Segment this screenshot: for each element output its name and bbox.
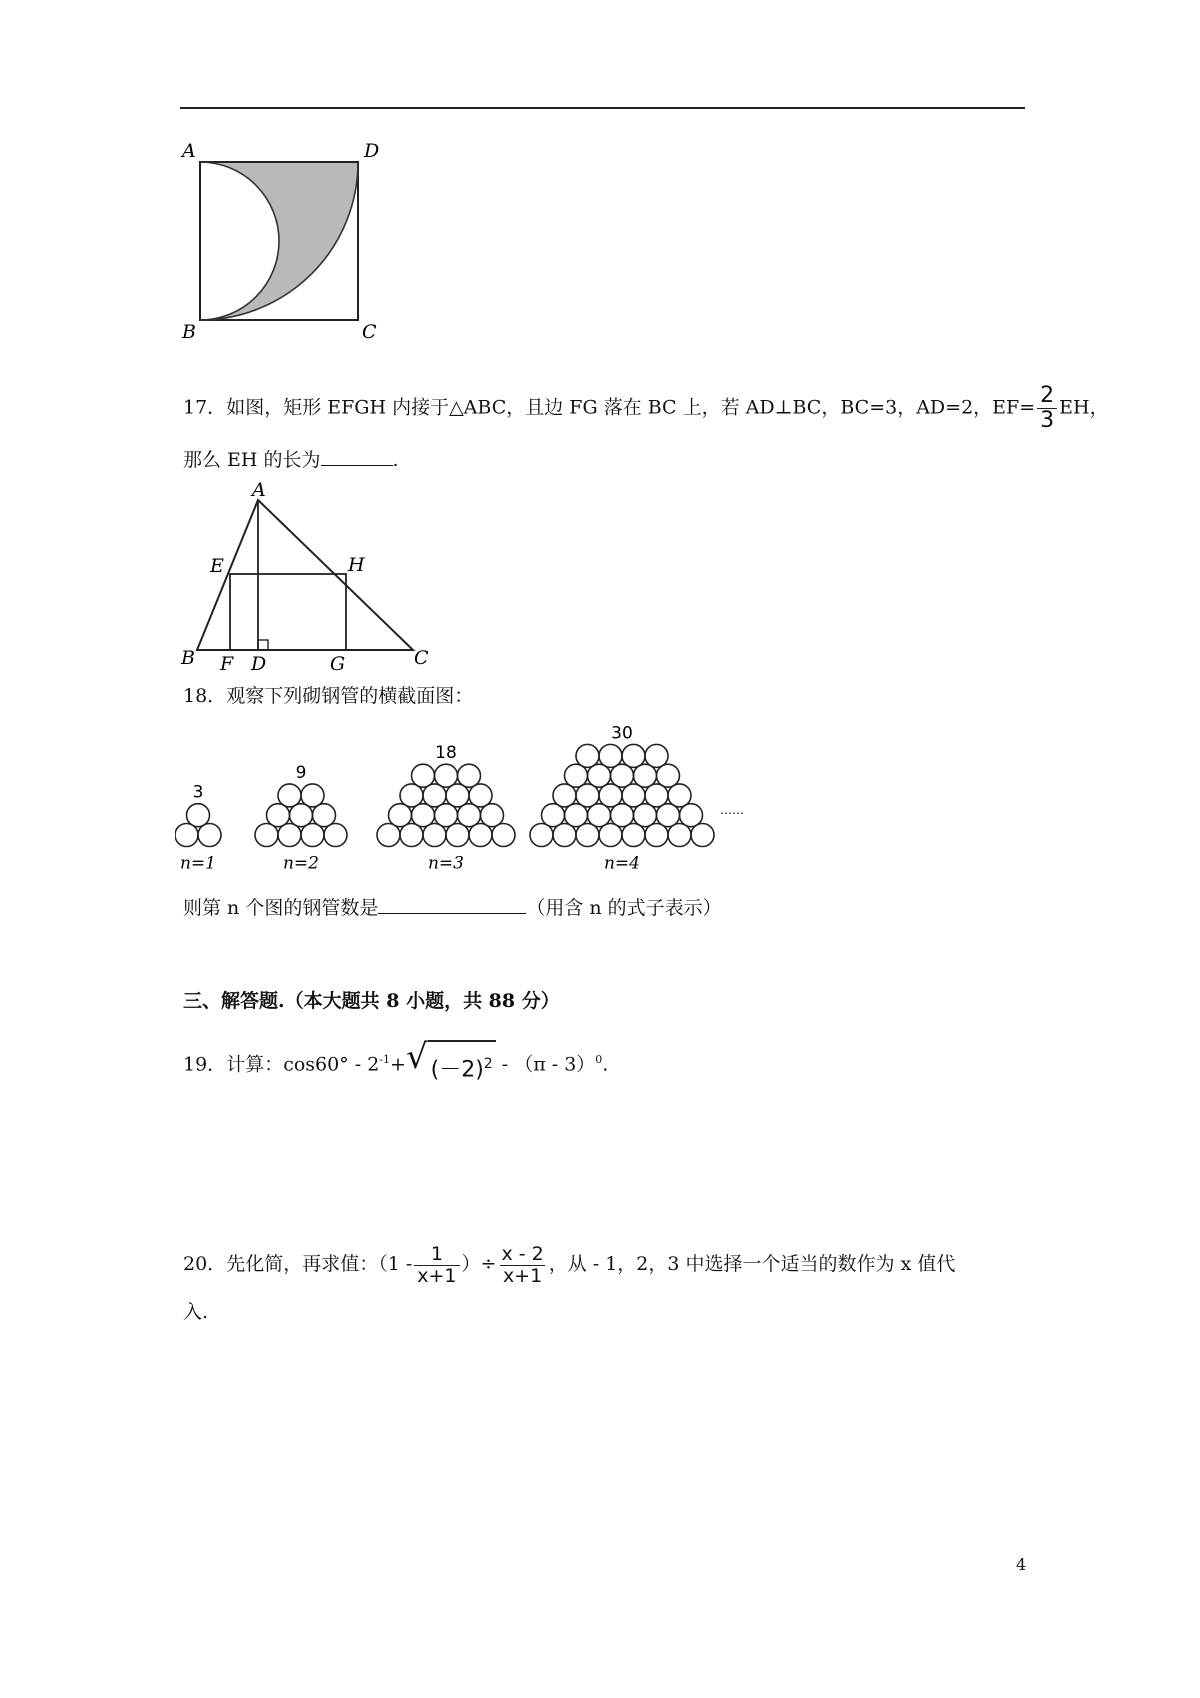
header-rule xyxy=(180,107,1025,109)
label-e: E xyxy=(210,555,224,577)
q17-text: 如图，矩形 EFGH 内接于△ABC，且边 FG 落在 BC 上，若 AD⊥BC，BC=3，AD=2，EF= xyxy=(226,396,1036,419)
square-arc-figure xyxy=(178,140,388,345)
label-a: A xyxy=(182,140,196,162)
q19-middle: - （π - 3） xyxy=(495,1053,596,1076)
q19-line xyxy=(183,1037,609,1090)
pipe-stack-2 xyxy=(255,763,347,870)
pipe-stack-3 xyxy=(377,743,515,870)
pipe-count-label: 9 xyxy=(295,762,307,783)
q17-line2 xyxy=(183,445,399,473)
q19-plus: + xyxy=(390,1053,406,1076)
pipe-n-label: n=4 xyxy=(603,853,641,870)
pipe-circle xyxy=(435,764,458,787)
pipe-stack-1 xyxy=(175,783,221,870)
pipe-circle xyxy=(645,744,668,767)
q20-line2: 入. xyxy=(183,1301,209,1323)
pipe-circle xyxy=(599,744,622,767)
rectangle-efgh xyxy=(230,574,346,650)
q17-line2-text: 那么 EH 的长为 xyxy=(183,449,321,471)
pipe-n-label: n=1 xyxy=(179,853,217,870)
label-h: H xyxy=(348,554,365,576)
pipe-stacks-figure xyxy=(175,710,795,870)
page-number: 4 xyxy=(1016,1555,1027,1574)
q20-number: 20． xyxy=(183,1253,227,1275)
label-g: G xyxy=(330,653,346,675)
pipe-circle xyxy=(187,804,210,827)
q19-number: 19． xyxy=(183,1053,227,1076)
q20-mid: ）÷ xyxy=(461,1253,497,1275)
q19-sqrt-exp: 2 xyxy=(483,1056,493,1073)
label-f: F xyxy=(220,653,234,675)
q19-sqrt xyxy=(405,1037,496,1090)
q19-sqrt-content xyxy=(428,1040,496,1090)
q18-text: 观察下列砌钢管的横截面图： xyxy=(226,685,474,707)
ellipsis: …… xyxy=(720,803,744,817)
q17-line1 xyxy=(183,384,1109,433)
label-d: D xyxy=(251,653,267,675)
q18-number: 18． xyxy=(183,685,227,707)
q20-prefix: 先化简，再求值：（1 - xyxy=(226,1253,413,1275)
q20-f2-den: x+1 xyxy=(500,1265,545,1287)
q20-fraction-2 xyxy=(498,1244,546,1287)
q17-answer-blank[interactable] xyxy=(321,445,393,466)
q19-sqrt-base: (－2) xyxy=(430,1057,484,1083)
pipe-count-label: 30 xyxy=(611,723,633,744)
label-b: B xyxy=(181,647,195,669)
q17-frac-den: 3 xyxy=(1037,408,1057,433)
q20-fraction-1 xyxy=(414,1244,459,1287)
label-c: C xyxy=(414,647,429,669)
label-d: D xyxy=(364,140,380,162)
pipe-count-label: 3 xyxy=(192,782,204,803)
q20-line1 xyxy=(183,1236,955,1292)
pipe-circle xyxy=(412,764,435,787)
q17-fraction xyxy=(1037,384,1057,433)
pipe-circle xyxy=(278,784,301,807)
q19-exp2: 0 xyxy=(595,1053,603,1066)
q20-f1-den: x+1 xyxy=(414,1265,459,1287)
q19-exp1: -1 xyxy=(379,1053,391,1066)
triangle-rectangle-figure xyxy=(178,478,433,678)
q20-f1-num: 1 xyxy=(430,1242,443,1265)
pipe-circle xyxy=(622,744,645,767)
q18-answer-suffix: （用含 n 的式子表示） xyxy=(526,897,722,919)
right-angle-mark xyxy=(258,640,268,650)
q17-frac-num: 2 xyxy=(1040,383,1055,408)
section-3-heading: 三、解答题.（本大题共 8 小题，共 88 分） xyxy=(183,990,560,1012)
q18-answer-blank[interactable] xyxy=(378,893,526,914)
q18-answer-text: 则第 n 个图的钢管数是 xyxy=(183,897,379,919)
q20-f2-num: x - 2 xyxy=(501,1242,544,1265)
pipe-stack-4 xyxy=(530,723,714,870)
sqrt-sign-icon: √ xyxy=(405,1037,428,1078)
q20-suffix: ，从 - 1，2，3 中选择一个适当的数作为 x 值代 xyxy=(548,1253,956,1275)
q18-line xyxy=(183,683,473,709)
label-b: B xyxy=(182,321,196,343)
pipe-n-label: n=3 xyxy=(427,853,465,870)
q19-end: . xyxy=(602,1053,609,1076)
pipe-n-label: n=2 xyxy=(282,853,320,870)
pipe-count-label: 18 xyxy=(435,743,457,764)
label-c: C xyxy=(362,321,377,343)
q17-number: 17． xyxy=(183,396,227,419)
label-a: A xyxy=(252,479,266,501)
pipe-circle xyxy=(576,744,599,767)
pipe-circle xyxy=(458,764,481,787)
q17-text-after: EH， xyxy=(1059,396,1109,419)
q19-prefix: 计算：cos60° - 2 xyxy=(226,1053,380,1076)
q18-answer-line xyxy=(183,893,722,921)
q17-line2-end: . xyxy=(392,449,399,471)
pipe-circle xyxy=(301,784,324,807)
